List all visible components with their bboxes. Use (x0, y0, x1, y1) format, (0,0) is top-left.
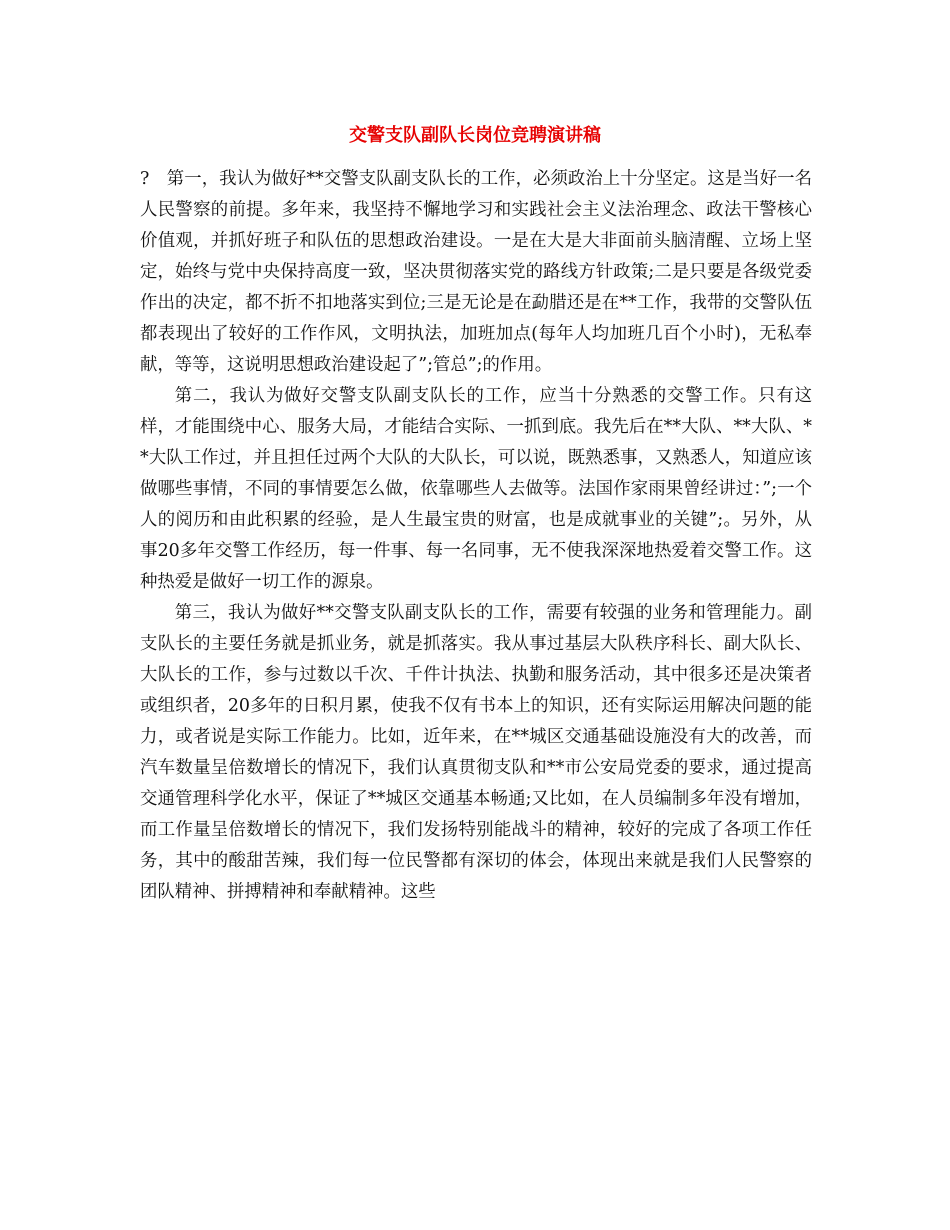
document-body (140, 164, 812, 908)
paragraph-3: 第三，我认为做好**交警支队副支队长的工作，需要有较强的业务和管理能力。副支队长的主要任务就是抓业务，就是抓落实。我从事过基层大队秩序科长、副大队长、大队长的工作，参与过数以千次、千件计执法、执勤和服务活动，其中很多还是决策者或组织者，20多年的日积月累，使我不仅有书本上的知识，还有实际运用解决问题的能力，或者说是实际工作能力。比如，近年来，在**城区交通基础设施没有大的改善，而汽车数量呈倍数增长的情况下，我们认真贯彻支队和**市公安局党委的要求，通过提高交通管理科学化水平，保证了**城区交通基本畅通;又比如，在人员编制多年没有增加，而工作量呈倍数增长的情况下，我们发扬特别能战斗的精神，较好的完成了各项工作任务，其中的酸甜苦辣，我们每一位民警都有深切的体会，体现出来就是我们人民警察的团队精神、拼搏精神和奉献精神。这些 (140, 603, 812, 902)
paragraph-1: ? 第一，我认为做好**交警支队副支队长的工作，必须政治上十分坚定。这是当好一名人民警察的前提。多年来，我坚持不懈地学习和实践社会主义法治理念、政法干警核心价值观，并抓好班子和队伍的思想政治建设。一是在大是大非面前头脑清醒、立场上坚定，始终与党中央保持高度一致，坚决贯彻落实党的路线方针政策;二是只要是各级党委作出的决定，都不折不扣地落实到位;三是无论是在勐腊还是在**工作，我带的交警队伍都表现出了较好的工作作风，文明执法，加班加点(每年人均加班几百个小时)，无私奉献，等等，这说明思想政治建设起了”;管总”;的作用。 (140, 169, 812, 375)
paragraph-2: 第二，我认为做好交警支队副支队长的工作，应当十分熟悉的交警工作。只有这样，才能围绕中心、服务大局，才能结合实际、一抓到底。我先后在**大队、**大队、**大队工作过，并且担任过两个大队的大队长，可以说，既熟悉事，又熟悉人，知道应该做哪些事情，不同的事情要怎么做，依靠哪些人去做等。法国作家雨果曾经讲过：”;一个人的阅历和由此积累的经验，是人生最宝贵的财富，也是成就事业的关键”;。另外，从事20多年交警工作经历，每一件事、每一名同事，无不使我深深地热爱着交警工作。这种热爱是做好一切工作的源泉。 (140, 386, 812, 592)
document-title: 交警支队副队长岗位竞聘演讲稿 (349, 125, 601, 146)
